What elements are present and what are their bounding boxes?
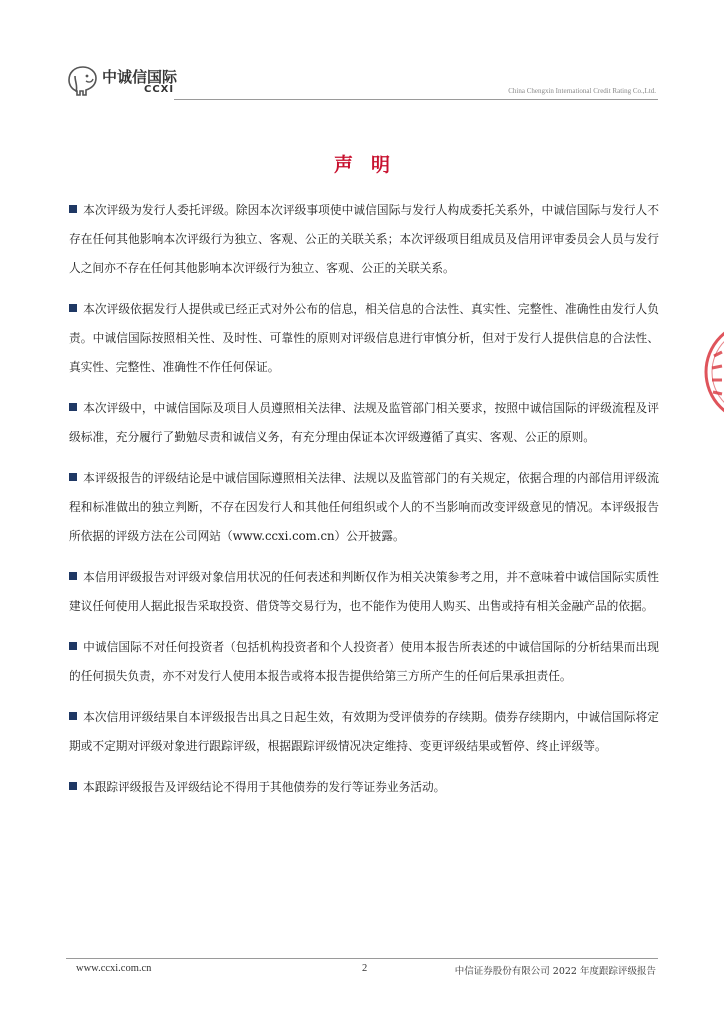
square-bullet-icon bbox=[69, 642, 77, 650]
paragraph bbox=[69, 394, 659, 452]
square-bullet-icon bbox=[69, 782, 77, 790]
square-bullet-icon bbox=[69, 403, 77, 411]
paragraph bbox=[69, 773, 659, 802]
header-divider bbox=[174, 99, 658, 100]
paragraph-text: 本次评级中，中诚信国际及项目人员遵照相关法律、法规及监管部门相关要求，按照中诚信国际的评级流程及评级标准，充分履行了勤勉尽责和诚信义务，有充分理由保证本次评级遵循了真实、客观、公正的原则。 bbox=[69, 401, 659, 444]
paragraph-text: 本评级报告的评级结论是中诚信国际遵照相关法律、法规以及监管部门的有关规定，依据合理的内部信用评级流程和标准做出的独立判断，不存在因发行人和其他任何组织或个人的不当影响而改变评级意见的情况。本评级报告所依据的评级方法在公司网站（www.ccxi.com.cn）公开披露。 bbox=[69, 471, 659, 543]
logo-en-text: CCXI bbox=[144, 84, 175, 95]
footer-report-title: 中信证券股份有限公司 2022 年度跟踪评级报告 bbox=[454, 966, 656, 977]
logo-cn-text: 中诚信国际 bbox=[102, 68, 178, 86]
paragraph-text: 中诚信国际不对任何投资者（包括机构投资者和个人投资者）使用本报告所表述的中诚信国际的分析结果而出现的任何损失负责，亦不对发行人使用本报告或将本报告提供给第三方所产生的任何后果承担责任。 bbox=[69, 640, 659, 683]
paragraph-text: 本信用评级报告对评级对象信用状况的任何表述和判断仅作为相关决策参考之用，并不意味着中诚信国际实质性建议任何使用人据此报告采取投资、借贷等交易行为，也不能作为使用人购买、出售或持有相关金融产品的依据。 bbox=[69, 570, 659, 613]
page-header bbox=[66, 62, 658, 102]
paragraph bbox=[69, 633, 659, 691]
paragraph bbox=[69, 196, 659, 283]
paragraph bbox=[69, 464, 659, 551]
paragraph bbox=[69, 295, 659, 382]
company-seal-stamp-icon bbox=[700, 316, 724, 428]
page-title: 声明 bbox=[333, 154, 408, 176]
square-bullet-icon bbox=[69, 205, 77, 213]
paragraph bbox=[69, 563, 659, 621]
square-bullet-icon bbox=[69, 712, 77, 720]
square-bullet-icon bbox=[69, 572, 77, 580]
footer-divider bbox=[66, 958, 658, 959]
ccxi-logo bbox=[66, 62, 176, 102]
paragraph-text: 本次信用评级结果自本评级报告出具之日起生效，有效期为受评债券的存续期。债券存续期内，中诚信国际将定期或不定期对评级对象进行跟踪评级，根据跟踪评级情况决定维持、变更评级结果或暂停、终止评级等。 bbox=[69, 710, 659, 753]
paragraph-text: 本跟踪评级报告及评级结论不得用于其他债券的发行等证券业务活动。 bbox=[83, 780, 446, 794]
declaration-body bbox=[69, 196, 659, 814]
footer-website: www.ccxi.com.cn bbox=[76, 963, 152, 974]
paragraph bbox=[69, 703, 659, 761]
elephant-logo-icon bbox=[66, 64, 100, 98]
page-number: 2 bbox=[362, 963, 368, 974]
square-bullet-icon bbox=[69, 304, 77, 312]
paragraph-text: 本次评级为发行人委托评级。除因本次评级事项使中诚信国际与发行人构成委托关系外，中诚信国际与发行人不存在任何其他影响本次评级行为独立、客观、公正的关联关系；本次评级项目组成员及信用评审委员会人员与发行人之间亦不存在任何其他影响本次评级行为独立、客观、公正的关联关系。 bbox=[69, 203, 659, 275]
paragraph-text: 本次评级依据发行人提供或已经正式对外公布的信息，相关信息的合法性、真实性、完整性、准确性由发行人负责。中诚信国际按照相关性、及时性、可靠性的原则对评级信息进行审慎分析，但对于发行人提供信息的合法性、真实性、完整性、准确性不作任何保证。 bbox=[69, 302, 659, 374]
square-bullet-icon bbox=[69, 473, 77, 481]
company-english-name: China Chengxin International Credit Rating Co.,Ltd. bbox=[508, 87, 656, 95]
